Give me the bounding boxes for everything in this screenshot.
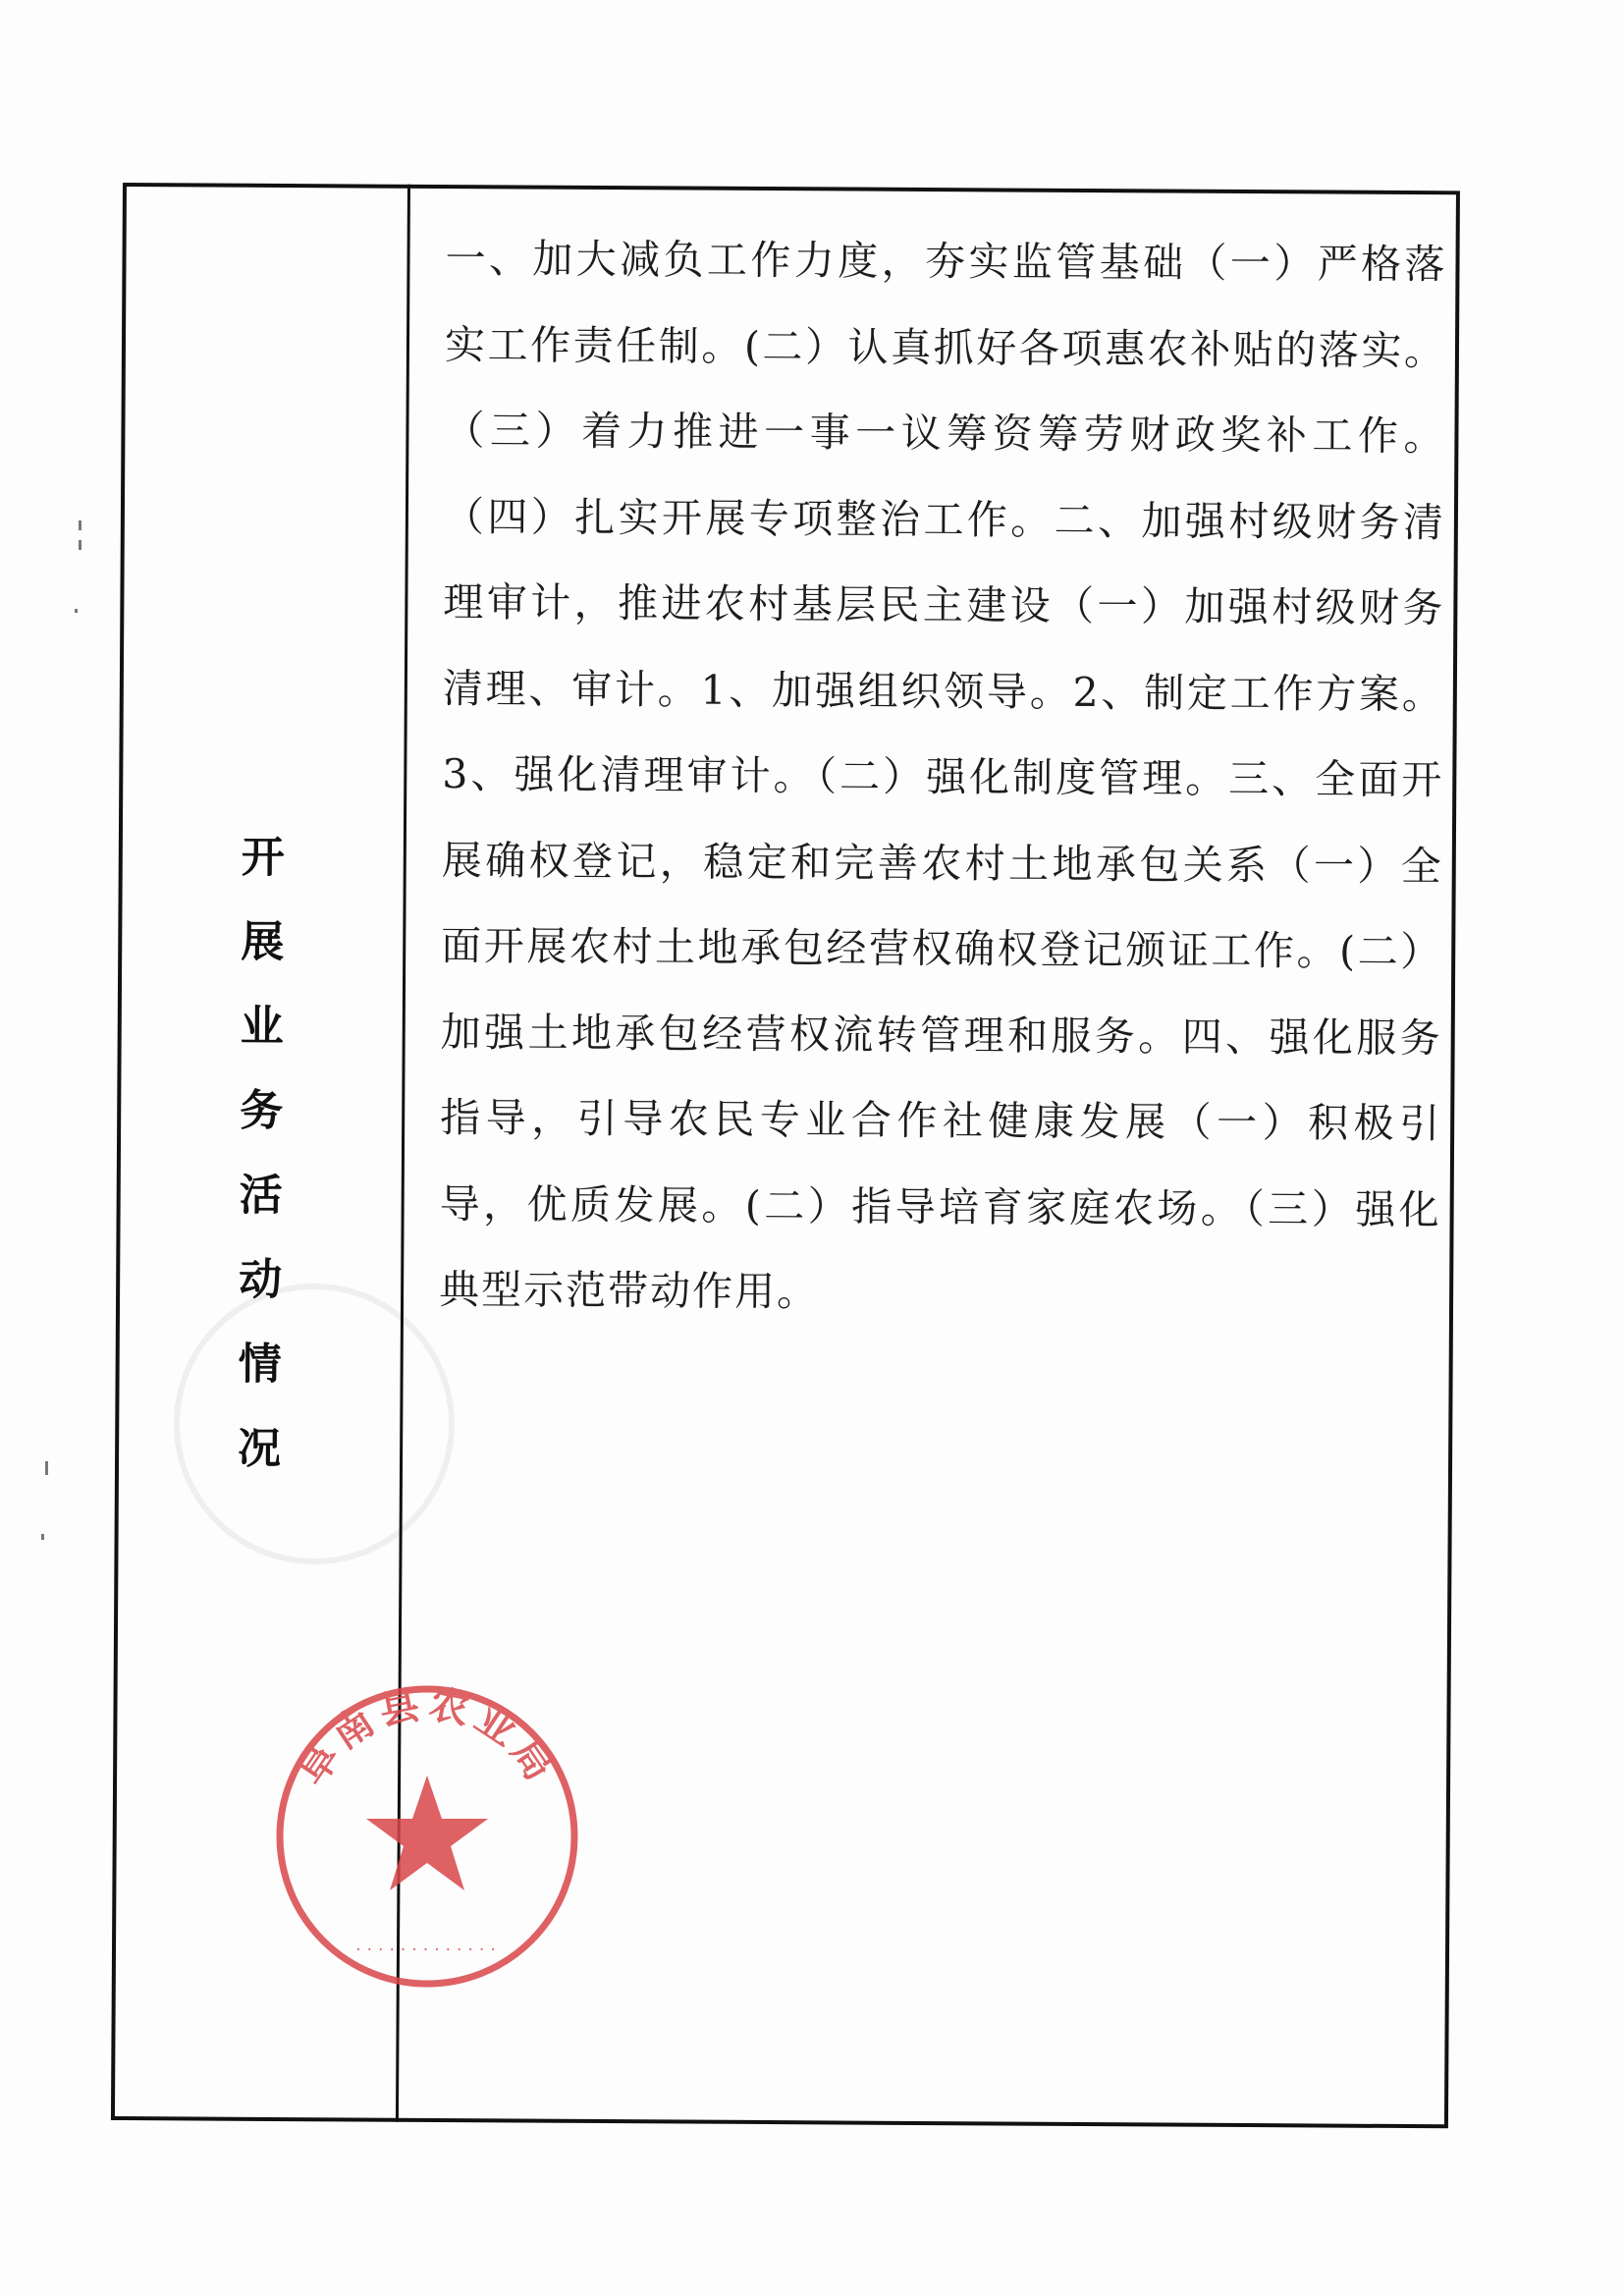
scan-speck [79, 520, 81, 530]
label-char: 情 [238, 1339, 282, 1391]
label-char: 活 [239, 1170, 283, 1222]
scan-speck [45, 1461, 48, 1475]
label-char: 业 [240, 1001, 284, 1053]
scan-speck [75, 609, 78, 613]
label-char: 务 [240, 1085, 284, 1137]
label-char: 开 [241, 832, 285, 884]
scan-speck [79, 540, 81, 550]
label-char: 况 [237, 1423, 282, 1475]
scan-speck [41, 1534, 44, 1540]
seal-text: 阜南县农业局 [289, 1681, 566, 1794]
activity-content: 一、加大减负工作力度，夯实监管基础（一）严格落实工作责任制。(二）认真抓好各项惠农补贴的落实。（三）着力推进一事一议筹资筹劳财政奖补工作。（四）扎实开展专项整治工作。二、加强村级财务清理审计，推进农村基层民主建设（一）加强村级财务清理、审计。1、加强组织领导。2、制定工作方案。3、强化清理审计。（二）强化制度管理。三、全面开展确权登记，稳定和完善农村土地承包关系（一）全面开展农村土地承包经营权确权登记颁证工作。(二）加强土地承包经营权流转管理和服务。四、强化服务指导，引导农民专业合作社健康发展（一）积极引导，优质发展。(二）指导培育家庭农场。（三）强化典型示范带动作用。 [438, 235, 1447, 1316]
label-char: 展 [241, 916, 285, 968]
label-char: 动 [239, 1254, 283, 1306]
label-vertical [119, 815, 404, 1493]
seal-serial: ············· [353, 1942, 501, 1958]
seal-star-icon [366, 1776, 488, 1890]
official-seal [260, 1669, 594, 2003]
